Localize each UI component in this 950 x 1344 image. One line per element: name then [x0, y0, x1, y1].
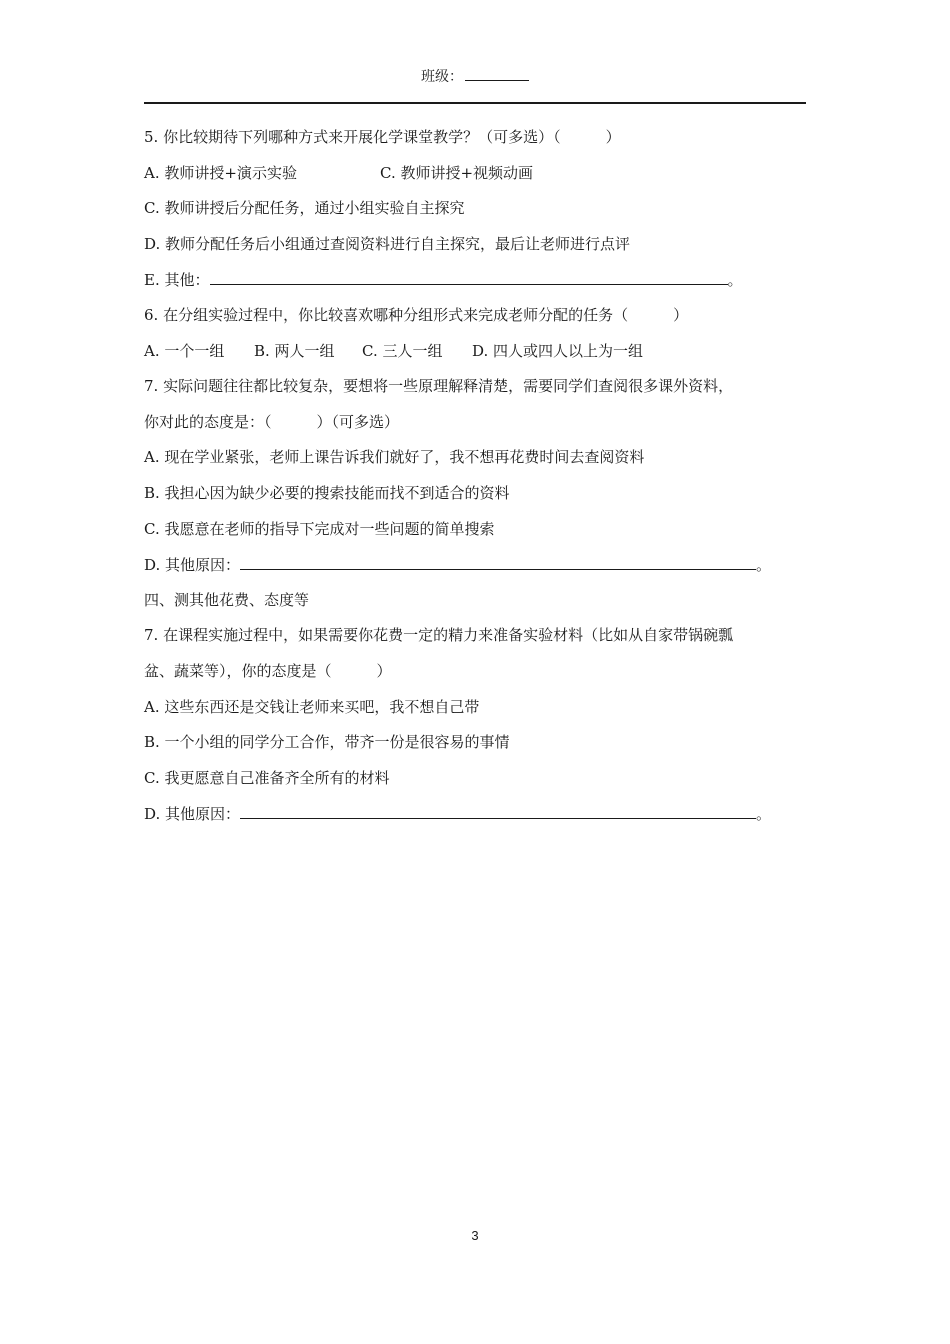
q5-option-e-blank[interactable] [210, 266, 728, 285]
q7b-option-a[interactable]: A. 这些东西还是交钱让老师来买吧，我不想自己带 [144, 697, 480, 716]
q7b-option-d-label: D. 其他原因： [144, 805, 241, 824]
q7a-option-a[interactable]: A. 现在学业紧张，老师上课告诉我们就好了，我不想再花费时间去查阅资料 [144, 448, 645, 467]
q7b-option-d[interactable] [144, 800, 806, 836]
q7b-option-b[interactable]: B. 一个小组的同学分工合作，带齐一份是很容易的事情 [144, 733, 510, 752]
q5-option-a[interactable]: A. 教师讲授+演示实验 [144, 163, 297, 182]
q7a-option-d-period: 。 [756, 556, 772, 575]
section-4-title: 四、测其他花费、态度等 [144, 590, 310, 609]
q5-option-c[interactable]: C. 教师讲授后分配任务，通过小组实验自主探究 [144, 199, 465, 218]
q7a-option-b[interactable]: B. 我担心因为缺少必要的搜索技能而找不到适合的资料 [144, 483, 510, 502]
class-label: 班级： [421, 69, 463, 85]
q7a-question-line-2: 你对此的态度是：（ ）（可多选） [144, 412, 400, 431]
q5-option-e-period: 。 [727, 271, 743, 290]
q7b-option-d-period: 。 [756, 805, 772, 824]
q6-option-d[interactable]: D. 四人或四人以上为一组 [472, 341, 644, 360]
q6-options-row [144, 338, 806, 374]
page-number: 3 [471, 1228, 479, 1243]
class-field [0, 66, 950, 87]
q5-option-e-label: E. 其他： [144, 271, 210, 290]
q7b-option-c[interactable]: C. 我更愿意自己准备齐全所有的材料 [144, 768, 390, 787]
q6-question: 6. 在分组实验过程中，你比较喜欢哪种分组形式来完成老师分配的任务（ ） [144, 305, 689, 324]
q6-option-c[interactable]: C. 三人一组 [362, 341, 443, 360]
q5-option-d[interactable]: D. 教师分配任务后小组通过查阅资料进行自主探究，最后让老师进行点评 [144, 234, 631, 253]
q7a-option-d[interactable] [144, 551, 806, 587]
q6-option-a[interactable]: A. 一个一组 [144, 341, 225, 360]
q7a-option-c[interactable]: C. 我愿意在老师的指导下完成对一些问题的简单搜索 [144, 519, 495, 538]
q7a-option-d-label: D. 其他原因： [144, 556, 241, 575]
q7b-question-line-2: 盆、蔬菜等），你的态度是（ ） [144, 661, 392, 680]
q7a-question-line-1: 7. 实际问题往往都比较复杂，要想将一些原理解释清楚，需要同学们查阅很多课外资料， [144, 377, 734, 396]
q7b-option-d-blank[interactable] [240, 800, 756, 819]
q5-question: 5. 你比较期待下列哪种方式来开展化学课堂教学？（可多选）（ ） [144, 128, 621, 146]
q6-option-b[interactable]: B. 两人一组 [254, 341, 335, 360]
q5-options-row-1 [144, 160, 806, 196]
class-blank[interactable] [465, 66, 529, 81]
header-divider [144, 102, 806, 104]
q7a-option-d-blank[interactable] [240, 551, 756, 570]
q7b-question-line-1: 7. 在课程实施过程中，如果需要你花费一定的精力来准备实验材料（比如从自家带锅碗瓢 [144, 626, 734, 645]
q5-option-c-inline[interactable]: C. 教师讲授+视频动画 [380, 163, 534, 182]
q5-option-e[interactable] [144, 266, 806, 302]
questionnaire-body [144, 124, 806, 836]
